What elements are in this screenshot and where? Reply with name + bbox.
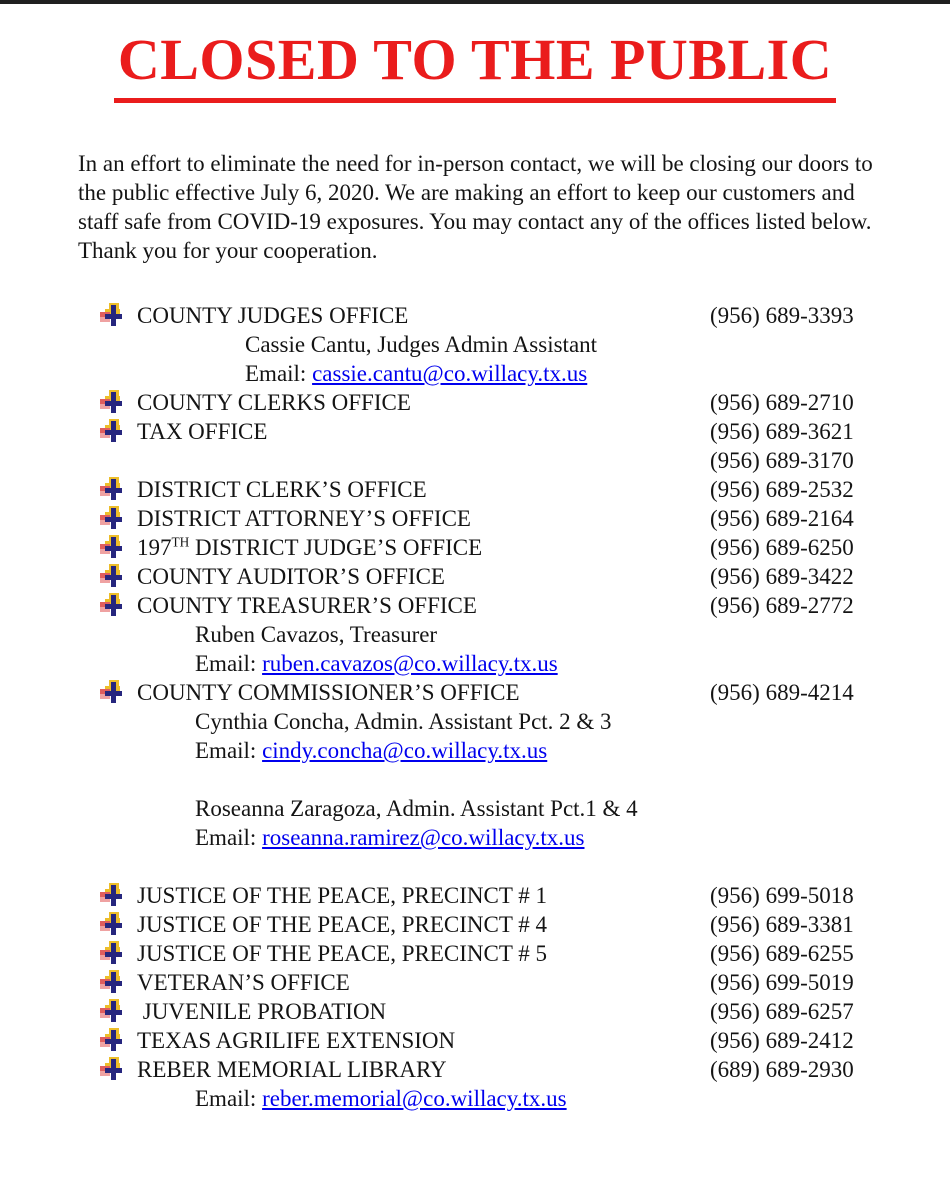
email-link[interactable]: cassie.cantu@co.willacy.tx.us <box>312 360 588 386</box>
bullet-cell <box>100 969 137 995</box>
cross-bullet-part <box>105 952 122 957</box>
bullet-cell <box>100 679 137 705</box>
office-name: REBER MEMORIAL LIBRARY <box>137 1056 447 1082</box>
cross-bullet-part <box>105 894 122 899</box>
office-phone: (956) 689-2412 <box>710 1027 854 1053</box>
office-name: COUNTY CLERKS OFFICE <box>137 389 411 415</box>
bullet-cell <box>100 302 137 328</box>
office-name: TAX OFFICE <box>137 418 268 444</box>
bullet-cell <box>100 505 137 531</box>
email-label: Email: <box>195 824 263 850</box>
office-phone: (956) 689-6250 <box>710 534 854 560</box>
office-name: 197TH DISTRICT JUDGE’S OFFICE <box>137 534 483 560</box>
office-row <box>100 417 950 446</box>
office-name: COUNTY COMMISSIONER’S OFFICE <box>137 679 520 705</box>
cross-bullet-icon <box>100 506 124 530</box>
cross-bullet-part <box>105 1068 122 1073</box>
cross-bullet-part <box>105 517 122 522</box>
cross-bullet-icon <box>100 680 124 704</box>
ordinal-superscript: TH <box>171 534 190 550</box>
spacer-row <box>100 765 950 794</box>
bullet-cell <box>100 447 137 473</box>
contact-person: Cynthia Concha, Admin. Assistant Pct. 2 & 3 <box>195 708 612 734</box>
office-phone: (956) 699-5019 <box>710 969 854 995</box>
office-name: JUSTICE OF THE PEACE, PRECINCT # 4 <box>137 911 548 937</box>
cross-bullet-part <box>105 546 122 551</box>
office-phone: (956) 689-3422 <box>710 563 854 589</box>
email-label: Email: <box>195 650 263 676</box>
email-row <box>100 359 950 388</box>
phone-only-row <box>100 446 950 475</box>
cross-bullet-icon <box>100 419 124 443</box>
bullet-cell <box>100 1027 137 1053</box>
office-name: COUNTY AUDITOR’S OFFICE <box>137 563 445 589</box>
intro-paragraph: In an effort to eliminate the need for in-person contact, we will be closing our doors to the public effective July 6, 2020. We are making an effort to keep our customers and staff safe from COVID-19 exposures. You may contact any of the offices listed below. Thank you for your cooperation. <box>78 150 873 263</box>
office-name: DISTRICT CLERK’S OFFICE <box>137 476 427 502</box>
office-row <box>100 504 950 533</box>
email-row <box>100 736 950 765</box>
email-link[interactable]: reber.memorial@co.willacy.tx.us <box>262 1085 567 1111</box>
cross-bullet-part <box>105 981 122 986</box>
office-row <box>100 968 950 997</box>
email-link[interactable]: ruben.cavazos@co.willacy.tx.us <box>262 650 558 676</box>
bullet-cell <box>100 418 137 444</box>
office-phone: (956) 689-3393 <box>710 302 854 328</box>
office-row <box>100 678 950 707</box>
cross-bullet-icon <box>100 970 124 994</box>
bullet-cell <box>100 476 137 502</box>
cross-bullet-part <box>105 691 122 696</box>
office-phone: (956) 689-3170 <box>710 447 854 473</box>
contact-person-row <box>100 330 950 359</box>
cross-bullet-icon <box>100 477 124 501</box>
contact-person: Roseanna Zaragoza, Admin. Assistant Pct.1 & 4 <box>195 795 638 821</box>
email-label: Email: <box>245 360 313 386</box>
office-row <box>100 301 950 330</box>
office-phone: (956) 689-6255 <box>710 940 854 966</box>
bullet-cell <box>100 563 137 589</box>
bullet-cell <box>100 911 137 937</box>
cross-bullet-icon <box>100 390 124 414</box>
office-phone: (956) 689-6257 <box>710 998 854 1024</box>
contact-person-row <box>100 620 950 649</box>
office-name: JUVENILE PROBATION <box>137 998 387 1024</box>
bullet-cell <box>100 998 137 1024</box>
office-row <box>100 1026 950 1055</box>
cross-bullet-part <box>105 575 122 580</box>
office-name: TEXAS AGRILIFE EXTENSION <box>137 1027 456 1053</box>
cross-bullet-icon <box>100 999 124 1023</box>
email-row <box>100 823 950 852</box>
office-row <box>100 910 950 939</box>
email-link[interactable]: roseanna.ramirez@co.willacy.tx.us <box>262 824 585 850</box>
bullet-cell <box>100 592 137 618</box>
cross-bullet-part <box>105 604 122 609</box>
cross-bullet-icon <box>100 564 124 588</box>
office-row <box>100 1055 950 1084</box>
bullet-cell <box>100 940 137 966</box>
office-phone: (956) 699-5018 <box>710 882 854 908</box>
bullet-cell <box>100 389 137 415</box>
office-row <box>100 562 950 591</box>
office-phone: (956) 689-3381 <box>710 911 854 937</box>
spacer-row <box>100 852 950 881</box>
office-row <box>100 939 950 968</box>
office-row <box>100 475 950 504</box>
bullet-cell <box>100 1056 137 1082</box>
contact-person: Ruben Cavazos, Treasurer <box>195 621 438 647</box>
office-phone: (956) 689-2164 <box>710 505 854 531</box>
cross-bullet-part <box>105 1039 122 1044</box>
cross-bullet-part <box>105 1010 122 1015</box>
cross-bullet-icon <box>100 535 124 559</box>
office-phone: (956) 689-2532 <box>710 476 854 502</box>
cross-bullet-part <box>105 923 122 928</box>
office-row <box>100 881 950 910</box>
office-name: COUNTY JUDGES OFFICE <box>137 302 409 328</box>
cross-bullet-icon <box>100 303 124 327</box>
contact-person-row <box>100 794 950 823</box>
page-title: CLOSED TO THE PUBLIC <box>114 28 836 103</box>
contact-person-row <box>100 707 950 736</box>
cross-bullet-icon <box>100 912 124 936</box>
cross-bullet-icon <box>100 1057 124 1081</box>
bullet-cell <box>100 882 137 908</box>
page-title-wrap <box>0 28 950 103</box>
office-phone: (689) 689-2930 <box>710 1056 854 1082</box>
cross-bullet-icon <box>100 1028 124 1052</box>
email-row <box>100 1084 950 1113</box>
office-row <box>100 533 950 562</box>
cross-bullet-part <box>105 430 122 435</box>
cross-bullet-icon <box>100 593 124 617</box>
office-phone: (956) 689-3621 <box>710 418 854 444</box>
office-name: DISTRICT ATTORNEY’S OFFICE <box>137 505 471 531</box>
cross-bullet-part <box>105 401 122 406</box>
office-name: JUSTICE OF THE PEACE, PRECINCT # 5 <box>137 940 548 966</box>
office-phone: (956) 689-2772 <box>710 592 854 618</box>
office-row <box>100 997 950 1026</box>
email-label: Email: <box>195 1085 263 1111</box>
email-label: Email: <box>195 737 263 763</box>
office-row <box>100 591 950 620</box>
cross-bullet-part <box>105 488 122 493</box>
office-name: JUSTICE OF THE PEACE, PRECINCT # 1 <box>137 882 548 908</box>
office-row <box>100 388 950 417</box>
office-name: COUNTY TREASURER’S OFFICE <box>137 592 477 618</box>
office-phone: (956) 689-4214 <box>710 679 854 705</box>
cross-bullet-part <box>105 314 122 319</box>
cross-bullet-icon <box>100 883 124 907</box>
office-directory <box>100 301 950 1113</box>
top-border <box>0 0 950 4</box>
email-row <box>100 649 950 678</box>
email-link[interactable]: cindy.concha@co.willacy.tx.us <box>262 737 548 763</box>
contact-person: Cassie Cantu, Judges Admin Assistant <box>245 331 598 357</box>
office-name: VETERAN’S OFFICE <box>137 969 350 995</box>
bullet-cell <box>100 534 137 560</box>
office-phone: (956) 689-2710 <box>710 389 854 415</box>
cross-bullet-icon <box>100 941 124 965</box>
